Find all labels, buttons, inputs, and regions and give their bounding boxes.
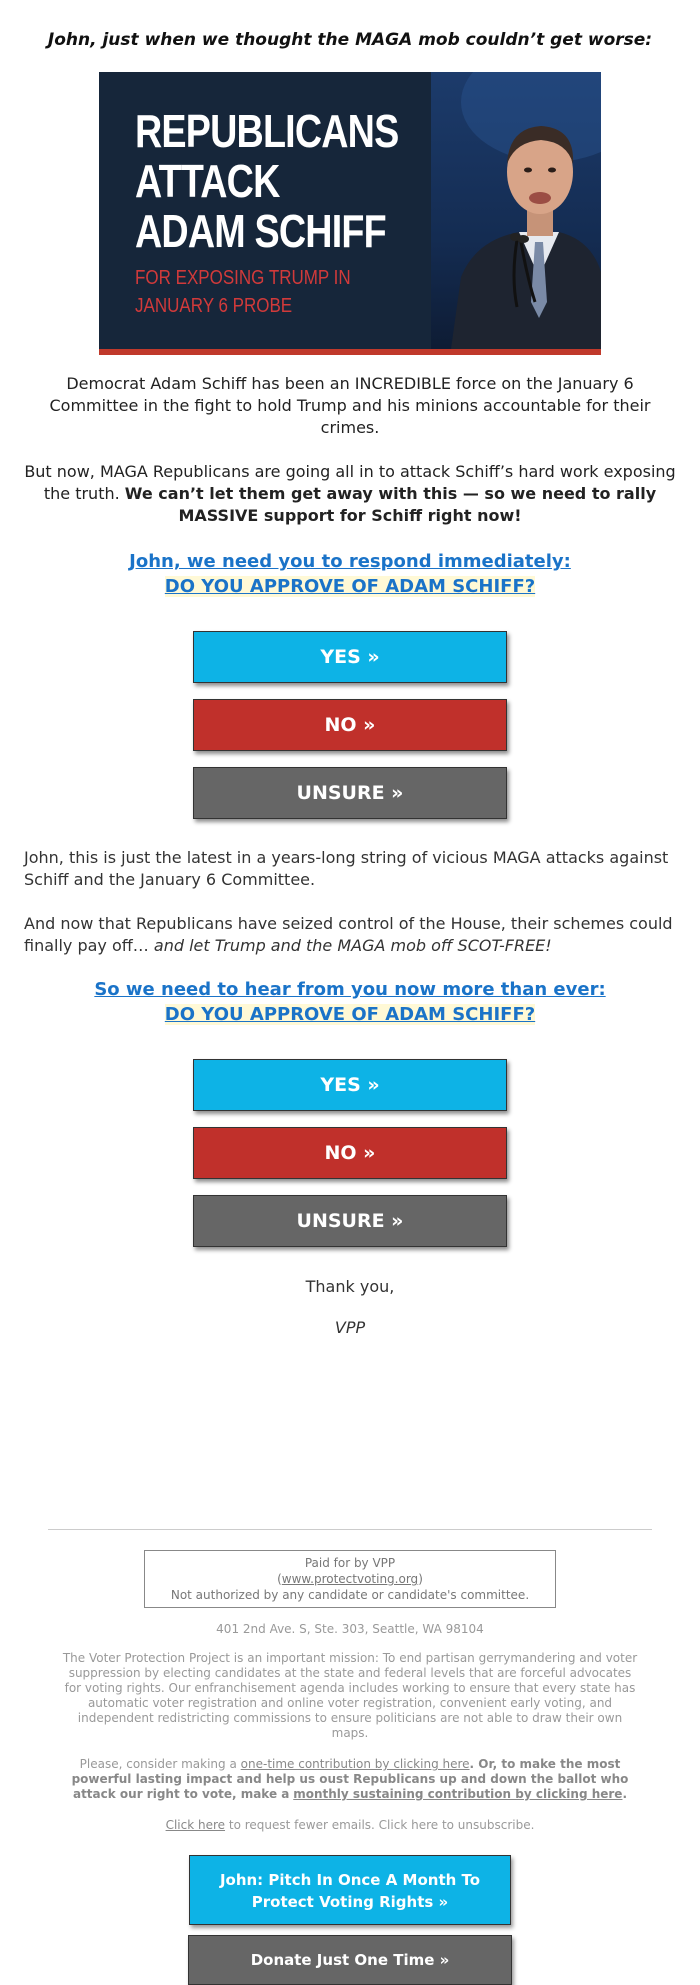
cta-line-1: John, we need you to respond immediately:: [129, 551, 571, 572]
attack-paragraph-text: But now, MAGA Republicans are going all in to attack Schiff’s hard work exposing the truth.: [24, 462, 676, 503]
attack-paragraph: [0, 461, 700, 527]
monthly-donate-button[interactable]: John: Pitch In Once A Month To Protect Voting Rights »: [189, 1855, 511, 1925]
one-time-contribution-link[interactable]: one-time contribution by clicking here: [240, 1757, 470, 1771]
unsure-button-2[interactable]: UNSURE »: [193, 1195, 507, 1247]
signature: VPP: [334, 1318, 366, 1337]
contrib-text-2: . Or, to make the most powerful lasting impact and help us oust Republicans up and down the ballot who attack our right to vote, make a: [71, 1757, 629, 1801]
unsubscribe-text: to request fewer emails. Click here to unsubscribe.: [228, 1818, 535, 1832]
intro-paragraph: Democrat Adam Schiff has been an INCREDIBLE force on the January 6 Committee in the fight to hold Trump and his minions accountable for their crimes.: [49, 374, 651, 437]
approve-link-top[interactable]: [0, 549, 700, 599]
contrib-text-1: Please, consider making a: [79, 1757, 237, 1771]
contrib-text-3: .: [622, 1787, 628, 1801]
house-paragraph: [0, 913, 700, 957]
headline: John, just when we thought the MAGA mob couldn’t get worse:: [47, 30, 653, 50]
speaker-illustration: [431, 72, 601, 349]
house-paragraph-italic: and let Trump and the MAGA mob off SCOT-FREE!: [153, 936, 552, 955]
yes-button[interactable]: YES »: [193, 631, 507, 683]
paid-for-box: Paid for by VPP (www.protectvoting.org) Not authorized by any candidate or candidate's committee.: [144, 1550, 556, 1608]
history-paragraph: John, this is just the latest in a years-long string of vicious MAGA attacks against Schiff and the January 6 Committee.: [24, 848, 669, 889]
hero-subtitle: FOR EXPOSING TRUMP IN JANUARY 6 PROBE: [135, 267, 351, 317]
house-paragraph-text: And now that Republicans have seized control of the House, their schemes could finally pay off…: [24, 914, 673, 955]
speaker-photo: [431, 72, 601, 349]
not-authorized: Not authorized by any candidate or candidate's committee.: [170, 1588, 530, 1602]
attack-paragraph-emphasis: We can’t let them get away with this — so we need to rally MASSIVE support for Schiff right now!: [124, 484, 657, 525]
approve-link-bottom[interactable]: [0, 977, 700, 1027]
paid-by: Paid for by VPP: [304, 1556, 396, 1570]
hero-image: [99, 72, 601, 355]
website-link[interactable]: www.protectvoting.org: [281, 1572, 419, 1586]
contribution-note: [0, 1757, 700, 1802]
hero-title: REPUBLICANS ATTACK ADAM SCHIFF: [135, 105, 399, 257]
thank-you: Thank you,: [305, 1277, 395, 1296]
unsubscribe-line: [0, 1818, 700, 1833]
mailing-address: 401 2nd Ave. S, Ste. 303, Seattle, WA 98104: [216, 1622, 484, 1636]
cta2-line-2: DO YOU APPROVE OF ADAM SCHIFF?: [164, 1004, 536, 1025]
one-time-donate-button[interactable]: Donate Just One Time »: [188, 1935, 512, 1985]
mission-statement: The Voter Protection Project is an important mission: To end partisan gerrymandering and voter suppression by electing candidates at the state and federal levels that are forceful advocates for voting rights. Our enfranchisement agenda includes working to ensure that every state has automatic voter registration and online voter registration, convenient early voting, and independent redistricting commissions to ensure politicians are not able to draw their own maps.: [62, 1651, 638, 1740]
cta2-line-1: So we need to hear from you now more than ever:: [94, 979, 606, 1000]
cta-line-2: DO YOU APPROVE OF ADAM SCHIFF?: [164, 576, 536, 597]
monthly-contribution-link[interactable]: monthly sustaining contribution by clicking here: [293, 1787, 623, 1801]
yes-button-2[interactable]: YES »: [193, 1059, 507, 1111]
fewer-emails-link[interactable]: Click here: [165, 1818, 226, 1832]
unsure-button[interactable]: UNSURE »: [193, 767, 507, 819]
no-button[interactable]: NO »: [193, 699, 507, 751]
no-button-2[interactable]: NO »: [193, 1127, 507, 1179]
